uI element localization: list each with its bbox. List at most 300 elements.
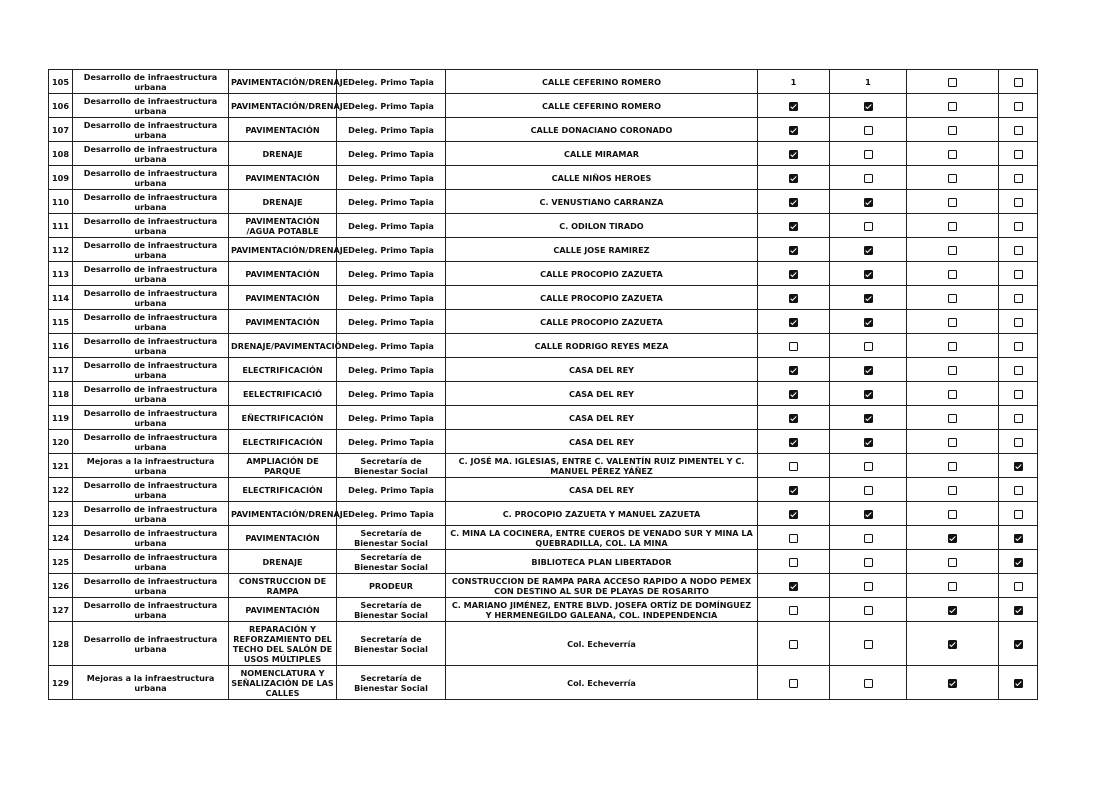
mark-cell-4: [999, 214, 1038, 238]
category-cell: Desarrollo de infraestructura urbana: [73, 430, 229, 454]
unchecked-checkbox-icon[interactable]: [864, 606, 873, 615]
unchecked-checkbox-icon[interactable]: [1014, 486, 1023, 495]
mark-cell-3: [907, 166, 999, 190]
table-row: [49, 238, 1038, 262]
table-row: [49, 622, 1038, 666]
responsible-cell: Deleg. Primo Tapia: [337, 382, 446, 406]
unchecked-checkbox-icon[interactable]: [864, 150, 873, 159]
mark-cell-2: [830, 502, 907, 526]
work-type-cell: PAVIMENTACIÓN: [229, 310, 337, 334]
unchecked-checkbox-icon[interactable]: [948, 462, 957, 471]
unchecked-checkbox-icon[interactable]: [948, 438, 957, 447]
mark-cell-3: [907, 94, 999, 118]
mark-cell-3: [907, 454, 999, 478]
work-type-cell: PAVIMENTACIÓN: [229, 526, 337, 550]
row-number: 117: [49, 358, 73, 382]
mark-cell-3: [907, 666, 999, 700]
mark-cell-4: [999, 118, 1038, 142]
table-row: [49, 550, 1038, 574]
checked-checkbox-icon[interactable]: [789, 366, 798, 375]
table-row: [49, 598, 1038, 622]
unchecked-checkbox-icon[interactable]: [948, 150, 957, 159]
mark-cell-1: [758, 166, 830, 190]
mark-cell-4: [999, 94, 1038, 118]
unchecked-checkbox-icon[interactable]: [1014, 342, 1023, 351]
checked-checkbox-icon[interactable]: [1014, 606, 1023, 615]
row-number: 125: [49, 550, 73, 574]
table-row: [49, 430, 1038, 454]
unchecked-checkbox-icon[interactable]: [948, 486, 957, 495]
location-cell: CALLE JOSE RAMIREZ: [446, 238, 758, 262]
responsible-cell: Secretaría de Bienestar Social: [337, 666, 446, 700]
mark-cell-3: [907, 214, 999, 238]
checked-checkbox-icon[interactable]: [864, 510, 873, 519]
location-cell: Col. Echeverría: [446, 622, 758, 666]
mark-cell-2: [830, 526, 907, 550]
table-row: [49, 526, 1038, 550]
mark-cell-1: [758, 310, 830, 334]
mark-cell-4: [999, 550, 1038, 574]
row-number: 111: [49, 214, 73, 238]
responsible-cell: Deleg. Primo Tapia: [337, 166, 446, 190]
unchecked-checkbox-icon[interactable]: [864, 640, 873, 649]
table-row: [49, 94, 1038, 118]
unchecked-checkbox-icon[interactable]: [948, 414, 957, 423]
table-row: [49, 666, 1038, 700]
unchecked-checkbox-icon[interactable]: [948, 294, 957, 303]
mark-cell-3: [907, 334, 999, 358]
checked-checkbox-icon[interactable]: [1014, 462, 1023, 471]
mark-cell-2: [830, 454, 907, 478]
location-cell: CASA DEL REY: [446, 382, 758, 406]
checked-checkbox-icon[interactable]: [789, 102, 798, 111]
category-cell: Desarrollo de infraestructura urbana: [73, 334, 229, 358]
work-type-cell: EELECTRIFICACIÓ: [229, 382, 337, 406]
table-row: [49, 118, 1038, 142]
row-number: 105: [49, 70, 73, 94]
mark-cell-4: [999, 454, 1038, 478]
category-cell: Desarrollo de infraestructura urbana: [73, 550, 229, 574]
unchecked-checkbox-icon[interactable]: [864, 486, 873, 495]
table-row: [49, 454, 1038, 478]
row-number: 109: [49, 166, 73, 190]
checked-checkbox-icon[interactable]: [1014, 558, 1023, 567]
unchecked-checkbox-icon[interactable]: [948, 222, 957, 231]
unchecked-checkbox-icon[interactable]: [1014, 366, 1023, 375]
unchecked-checkbox-icon[interactable]: [1014, 222, 1023, 231]
work-type-cell: CONSTRUCCION DE RAMPA: [229, 574, 337, 598]
work-type-cell: PAVIMENTACIÓN/DRENAJE: [229, 502, 337, 526]
unchecked-checkbox-icon[interactable]: [1014, 270, 1023, 279]
table-row: [49, 478, 1038, 502]
checked-checkbox-icon[interactable]: [789, 486, 798, 495]
checked-checkbox-icon[interactable]: [789, 510, 798, 519]
mark-cell-4: [999, 286, 1038, 310]
projects-table: [48, 69, 1038, 700]
mark-cell-1: [758, 262, 830, 286]
category-cell: Desarrollo de infraestructura urbana: [73, 478, 229, 502]
category-cell: Desarrollo de infraestructura urbana: [73, 358, 229, 382]
table-row: [49, 70, 1038, 94]
mark-cell-3: [907, 526, 999, 550]
mark-cell-1: [758, 598, 830, 622]
responsible-cell: Deleg. Primo Tapia: [337, 430, 446, 454]
table-row: [49, 262, 1038, 286]
mark-cell-3: [907, 358, 999, 382]
unchecked-checkbox-icon[interactable]: [948, 174, 957, 183]
mark-cell-2: [830, 574, 907, 598]
unchecked-checkbox-icon[interactable]: [1014, 582, 1023, 591]
mark-cell-2: [830, 382, 907, 406]
mark-cell-3: [907, 310, 999, 334]
location-cell: C. JOSÉ MA. IGLESIAS, ENTRE C. VALENTÍN RUIZ PIMENTEL Y C. MANUEL PÉREZ YÁÑEZ: [446, 454, 758, 478]
unchecked-checkbox-icon[interactable]: [789, 462, 798, 471]
responsible-cell: Deleg. Primo Tapia: [337, 214, 446, 238]
responsible-cell: Deleg. Primo Tapia: [337, 118, 446, 142]
mark-cell-2: [830, 94, 907, 118]
table-row: [49, 574, 1038, 598]
responsible-cell: PRODEUR: [337, 574, 446, 598]
unchecked-checkbox-icon[interactable]: [1014, 318, 1023, 327]
mark-cell-4: [999, 598, 1038, 622]
work-type-cell: DRENAJE: [229, 190, 337, 214]
unchecked-checkbox-icon[interactable]: [948, 582, 957, 591]
checked-checkbox-icon[interactable]: [948, 679, 957, 688]
row-number: 128: [49, 622, 73, 666]
unchecked-checkbox-icon[interactable]: [789, 534, 798, 543]
unchecked-checkbox-icon[interactable]: [948, 126, 957, 135]
location-cell: BIBLIOTECA PLAN LIBERTADOR: [446, 550, 758, 574]
location-cell: CALLE PROCOPIO ZAZUETA: [446, 310, 758, 334]
mark-cell-4: [999, 622, 1038, 666]
table-row: [49, 382, 1038, 406]
row-number: 119: [49, 406, 73, 430]
unchecked-checkbox-icon[interactable]: [864, 582, 873, 591]
category-cell: Desarrollo de infraestructura urbana: [73, 526, 229, 550]
row-number: 115: [49, 310, 73, 334]
mark-cell-1: [758, 214, 830, 238]
mark-cell-3: [907, 118, 999, 142]
location-cell: C. PROCOPIO ZAZUETA Y MANUEL ZAZUETA: [446, 502, 758, 526]
row-number: 127: [49, 598, 73, 622]
mark-cell-4: [999, 238, 1038, 262]
row-number: 107: [49, 118, 73, 142]
unchecked-checkbox-icon[interactable]: [1014, 198, 1023, 207]
table-row: [49, 502, 1038, 526]
unchecked-checkbox-icon[interactable]: [864, 534, 873, 543]
unchecked-checkbox-icon[interactable]: [789, 606, 798, 615]
mark-cell-3: [907, 502, 999, 526]
checked-checkbox-icon[interactable]: [789, 126, 798, 135]
unchecked-checkbox-icon[interactable]: [1014, 294, 1023, 303]
checked-checkbox-icon[interactable]: [789, 294, 798, 303]
mark-cell-3: [907, 430, 999, 454]
row-number: 118: [49, 382, 73, 406]
checked-checkbox-icon[interactable]: [789, 390, 798, 399]
unchecked-checkbox-icon[interactable]: [1014, 390, 1023, 399]
mark-cell-1: [758, 190, 830, 214]
category-cell: Desarrollo de infraestructura urbana: [73, 262, 229, 286]
unchecked-checkbox-icon[interactable]: [948, 270, 957, 279]
location-cell: CALLE CEFERINO ROMERO: [446, 70, 758, 94]
mark-cell-4: [999, 574, 1038, 598]
checked-checkbox-icon[interactable]: [864, 294, 873, 303]
category-cell: Desarrollo de infraestructura urbana: [73, 238, 229, 262]
location-cell: Col. Echeverría: [446, 666, 758, 700]
category-cell: Desarrollo de infraestructura urbana: [73, 142, 229, 166]
responsible-cell: Deleg. Primo Tapia: [337, 334, 446, 358]
responsible-cell: Deleg. Primo Tapia: [337, 262, 446, 286]
checked-checkbox-icon[interactable]: [789, 414, 798, 423]
category-cell: Desarrollo de infraestructura urbana: [73, 190, 229, 214]
mark-cell-2: [830, 430, 907, 454]
unchecked-checkbox-icon[interactable]: [864, 462, 873, 471]
row-number: 112: [49, 238, 73, 262]
unchecked-checkbox-icon[interactable]: [948, 342, 957, 351]
unchecked-checkbox-icon[interactable]: [1014, 150, 1023, 159]
row-number: 110: [49, 190, 73, 214]
responsible-cell: Deleg. Primo Tapia: [337, 286, 446, 310]
unchecked-checkbox-icon[interactable]: [948, 78, 957, 87]
row-number: 129: [49, 666, 73, 700]
responsible-cell: Deleg. Primo Tapia: [337, 406, 446, 430]
checked-checkbox-icon[interactable]: [1014, 534, 1023, 543]
responsible-cell: Deleg. Primo Tapia: [337, 310, 446, 334]
mark-cell-1: [758, 334, 830, 358]
location-cell: CALLE PROCOPIO ZAZUETA: [446, 262, 758, 286]
work-type-cell: REPARACIÓN Y REFORZAMIENTO DEL TECHO DEL SALÓN DE USOS MÚLTIPLES: [229, 622, 337, 666]
mark-cell-2: [830, 550, 907, 574]
responsible-cell: Secretaría de Bienestar Social: [337, 598, 446, 622]
mark-cell-1: [758, 550, 830, 574]
row-number: 121: [49, 454, 73, 478]
mark-cell-2: [830, 214, 907, 238]
work-type-cell: AMPLIACIÓN DE PARQUE: [229, 454, 337, 478]
mark-cell-2: [830, 666, 907, 700]
location-cell: CASA DEL REY: [446, 478, 758, 502]
checked-checkbox-icon[interactable]: [789, 150, 798, 159]
checked-checkbox-icon[interactable]: [864, 198, 873, 207]
unchecked-checkbox-icon[interactable]: [864, 342, 873, 351]
mark-cell-4: [999, 262, 1038, 286]
work-type-cell: PAVIMENTACIÓN: [229, 598, 337, 622]
mark-cell-1: [758, 118, 830, 142]
location-cell: C. VENUSTIANO CARRANZA: [446, 190, 758, 214]
work-type-cell: EÑECTRIFICACIÓN: [229, 406, 337, 430]
mark-cell-2: [830, 70, 907, 94]
category-cell: Desarrollo de infraestructura urbana: [73, 502, 229, 526]
mark-cell-2: [830, 406, 907, 430]
checked-checkbox-icon[interactable]: [789, 438, 798, 447]
checked-checkbox-icon[interactable]: [864, 366, 873, 375]
checked-checkbox-icon[interactable]: [864, 390, 873, 399]
row-number: 113: [49, 262, 73, 286]
unchecked-checkbox-icon[interactable]: [948, 390, 957, 399]
category-cell: Desarrollo de infraestructura urbana: [73, 310, 229, 334]
location-cell: CASA DEL REY: [446, 406, 758, 430]
mark-cell-3: [907, 142, 999, 166]
category-cell: Desarrollo de infraestructura urbana: [73, 406, 229, 430]
unchecked-checkbox-icon[interactable]: [864, 174, 873, 183]
work-type-cell: ELECTRIFICACIÓN: [229, 358, 337, 382]
mark-cell-4: [999, 430, 1038, 454]
responsible-cell: Secretaría de Bienestar Social: [337, 622, 446, 666]
checked-checkbox-icon[interactable]: [864, 318, 873, 327]
responsible-cell: Deleg. Primo Tapia: [337, 238, 446, 262]
responsible-cell: Deleg. Primo Tapia: [337, 70, 446, 94]
unchecked-checkbox-icon[interactable]: [948, 510, 957, 519]
checked-checkbox-icon[interactable]: [948, 640, 957, 649]
responsible-cell: Deleg. Primo Tapia: [337, 94, 446, 118]
checked-checkbox-icon[interactable]: [864, 246, 873, 255]
unchecked-checkbox-icon[interactable]: [864, 679, 873, 688]
row-number: 106: [49, 94, 73, 118]
row-number: 126: [49, 574, 73, 598]
mark-cell-4: [999, 406, 1038, 430]
mark-cell-1: [758, 502, 830, 526]
unchecked-checkbox-icon[interactable]: [948, 198, 957, 207]
mark-cell-3: [907, 70, 999, 94]
work-type-cell: PAVIMENTACIÓN: [229, 118, 337, 142]
checked-checkbox-icon[interactable]: [789, 174, 798, 183]
mark-cell-1: [758, 142, 830, 166]
work-type-cell: DRENAJE/PAVIMENTACIÓN: [229, 334, 337, 358]
mark-cell-4: [999, 358, 1038, 382]
checked-checkbox-icon[interactable]: [948, 534, 957, 543]
checked-checkbox-icon[interactable]: [1014, 679, 1023, 688]
unchecked-checkbox-icon[interactable]: [1014, 78, 1023, 87]
location-cell: CASA DEL REY: [446, 430, 758, 454]
table-row: [49, 166, 1038, 190]
category-cell: Desarrollo de infraestructura urbana: [73, 574, 229, 598]
mark-cell-4: [999, 478, 1038, 502]
mark-cell-1: [758, 454, 830, 478]
mark-cell-2: [830, 598, 907, 622]
unchecked-checkbox-icon[interactable]: [789, 342, 798, 351]
mark-cell-1: [758, 574, 830, 598]
responsible-cell: Deleg. Primo Tapia: [337, 358, 446, 382]
responsible-cell: Deleg. Primo Tapia: [337, 190, 446, 214]
mark-cell-3: [907, 238, 999, 262]
work-type-cell: PAVIMENTACIÓN: [229, 262, 337, 286]
mark-cell-1: [758, 478, 830, 502]
mark-cell-3: [907, 478, 999, 502]
category-cell: Desarrollo de infraestructura urbana: [73, 118, 229, 142]
mark-cell-1: [758, 406, 830, 430]
checked-checkbox-icon[interactable]: [789, 318, 798, 327]
checked-checkbox-icon[interactable]: [948, 606, 957, 615]
responsible-cell: Deleg. Primo Tapia: [337, 478, 446, 502]
category-cell: Desarrollo de infraestructura urbana: [73, 94, 229, 118]
work-type-cell: DRENAJE: [229, 142, 337, 166]
mark-cell-4: [999, 166, 1038, 190]
responsible-cell: Deleg. Primo Tapia: [337, 502, 446, 526]
category-cell: Desarrollo de infraestructura urbana: [73, 598, 229, 622]
mark-cell-2: [830, 286, 907, 310]
location-cell: CASA DEL REY: [446, 358, 758, 382]
work-type-cell: PAVIMENTACIÓN: [229, 166, 337, 190]
checked-checkbox-icon[interactable]: [789, 246, 798, 255]
checked-checkbox-icon[interactable]: [789, 582, 798, 591]
location-cell: C. ODILON TIRADO: [446, 214, 758, 238]
unchecked-checkbox-icon[interactable]: [948, 102, 957, 111]
row-number: 120: [49, 430, 73, 454]
unchecked-checkbox-icon[interactable]: [948, 366, 957, 375]
unchecked-checkbox-icon[interactable]: [1014, 102, 1023, 111]
mark-cell-2: [830, 238, 907, 262]
mark-cell-4: [999, 502, 1038, 526]
checked-checkbox-icon[interactable]: [789, 222, 798, 231]
work-type-cell: ELECTRIFICACIÓN: [229, 478, 337, 502]
mark-cell-3: [907, 286, 999, 310]
category-cell: Desarrollo de infraestructura urbana: [73, 70, 229, 94]
mark-cell-2: [830, 310, 907, 334]
checked-checkbox-icon[interactable]: [864, 102, 873, 111]
mark-cell-3: [907, 406, 999, 430]
location-cell: CALLE NIÑOS HEROES: [446, 166, 758, 190]
location-cell: C. MINA LA COCINERA, ENTRE CUEROS DE VENADO SUR Y MINA LA QUEBRADILLA, COL. LA MINA: [446, 526, 758, 550]
unchecked-checkbox-icon[interactable]: [1014, 126, 1023, 135]
unchecked-checkbox-icon[interactable]: [864, 558, 873, 567]
unchecked-checkbox-icon[interactable]: [1014, 510, 1023, 519]
row-number: 122: [49, 478, 73, 502]
unchecked-checkbox-icon[interactable]: [1014, 246, 1023, 255]
category-cell: Desarrollo de infraestructura urbana: [73, 622, 229, 666]
unchecked-checkbox-icon[interactable]: [864, 222, 873, 231]
mark-cell-2: [830, 262, 907, 286]
category-cell: Mejoras a la infraestructura urbana: [73, 666, 229, 700]
unchecked-checkbox-icon[interactable]: [1014, 438, 1023, 447]
checked-checkbox-icon[interactable]: [1014, 640, 1023, 649]
unchecked-checkbox-icon[interactable]: [789, 679, 798, 688]
mark-cell-1: [758, 70, 830, 94]
work-type-cell: PAVIMENTACIÓN /AGUA POTABLE: [229, 214, 337, 238]
responsible-cell: Secretaría de Bienestar Social: [337, 454, 446, 478]
mark-cell-2: [830, 190, 907, 214]
mark-cell-4: [999, 382, 1038, 406]
mark-cell-1: [758, 526, 830, 550]
category-cell: Desarrollo de infraestructura urbana: [73, 286, 229, 310]
mark-cell-1: [758, 622, 830, 666]
location-cell: C. MARIANO JIMÉNEZ, ENTRE BLVD. JOSEFA ORTÍZ DE DOMÍNGUEZ Y HERMENEGILDO GALEANA, COL. INDEPENDENCIA: [446, 598, 758, 622]
unchecked-checkbox-icon[interactable]: [948, 246, 957, 255]
mark-cell-3: [907, 574, 999, 598]
unchecked-checkbox-icon[interactable]: [948, 558, 957, 567]
unchecked-checkbox-icon[interactable]: [948, 318, 957, 327]
location-cell: CALLE RODRIGO REYES MEZA: [446, 334, 758, 358]
mark-cell-3: [907, 382, 999, 406]
mark-cell-1: [758, 286, 830, 310]
location-cell: CALLE CEFERINO ROMERO: [446, 94, 758, 118]
checked-checkbox-icon[interactable]: [789, 270, 798, 279]
table-row: [49, 286, 1038, 310]
location-cell: CONSTRUCCION DE RAMPA PARA ACCESO RAPIDO A NODO PEMEX CON DESTINO AL SUR DE PLAYAS DE ROSARITO: [446, 574, 758, 598]
category-cell: Mejoras a la infraestructura urbana: [73, 454, 229, 478]
work-type-cell: PAVIMENTACIÓN/DRENAJE: [229, 70, 337, 94]
checked-checkbox-icon[interactable]: [864, 270, 873, 279]
unchecked-checkbox-icon[interactable]: [789, 558, 798, 567]
unchecked-checkbox-icon[interactable]: [1014, 414, 1023, 423]
unchecked-checkbox-icon[interactable]: [1014, 174, 1023, 183]
table-row: [49, 334, 1038, 358]
unchecked-checkbox-icon[interactable]: [789, 640, 798, 649]
checked-checkbox-icon[interactable]: [864, 414, 873, 423]
checked-checkbox-icon[interactable]: [789, 198, 798, 207]
unchecked-checkbox-icon[interactable]: [864, 126, 873, 135]
checked-checkbox-icon[interactable]: [864, 438, 873, 447]
mark-cell-4: [999, 334, 1038, 358]
category-cell: Desarrollo de infraestructura urbana: [73, 166, 229, 190]
